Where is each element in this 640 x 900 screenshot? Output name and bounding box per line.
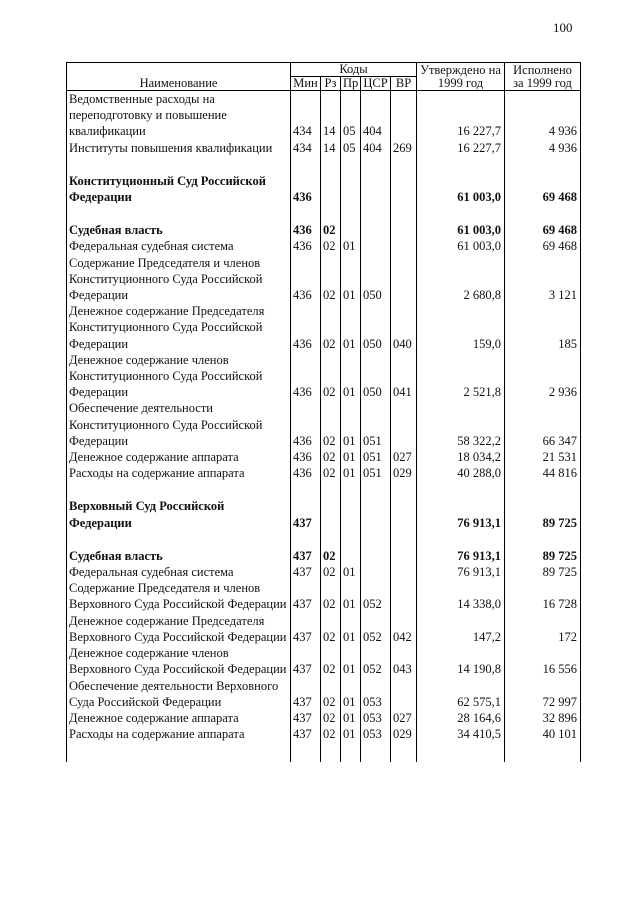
table-row [67, 498, 581, 530]
row-executed-value: 4 936 [505, 91, 581, 140]
row-pr-code: 01 [341, 564, 361, 580]
row-approved-value: 14 190,8 [417, 645, 505, 677]
spacer-cell [67, 481, 291, 498]
row-vr-code [391, 678, 417, 710]
table-row [67, 564, 581, 580]
row-vr-code [391, 173, 417, 205]
row-vr-code [391, 222, 417, 238]
row-executed-value: 32 896 [505, 710, 581, 726]
spacer-cell [321, 742, 341, 762]
row-executed-value: 66 347 [505, 400, 581, 449]
row-executed-value: 16 728 [505, 580, 581, 612]
row-executed-value: 89 725 [505, 548, 581, 564]
row-executed-value: 69 468 [505, 173, 581, 205]
row-min-code: 436 [291, 303, 321, 352]
table-row [67, 726, 581, 742]
spacer-cell [417, 531, 505, 548]
row-pr-code: 01 [341, 400, 361, 449]
row-name-cell: Конституционный Суд Российской Федерации [67, 173, 291, 205]
spacer-cell [321, 156, 341, 173]
spacer-cell [391, 205, 417, 222]
row-rz-code: 02 [321, 710, 341, 726]
row-csr-code: 053 [361, 726, 391, 742]
row-approved-value: 16 227,7 [417, 140, 505, 156]
row-pr-code [341, 173, 361, 205]
spacer-cell [291, 742, 321, 762]
row-executed-value: 89 725 [505, 564, 581, 580]
row-name-cell: Содержание Председателя и членов Верховного Суда Российской Федерации [67, 580, 291, 612]
row-name-cell: Расходы на содержание аппарата [67, 726, 291, 742]
row-vr-code [391, 548, 417, 564]
spacer-cell [291, 531, 321, 548]
row-executed-value: 72 997 [505, 678, 581, 710]
row-csr-code: 052 [361, 613, 391, 645]
table-row [67, 400, 581, 449]
spacer-cell [321, 481, 341, 498]
spacer-cell [361, 205, 391, 222]
table-row [67, 678, 581, 710]
row-rz-code: 14 [321, 91, 341, 140]
table-row [67, 613, 581, 645]
spacer-row [67, 481, 581, 498]
spacer-cell [321, 205, 341, 222]
row-name-cell: Судебная власть [67, 548, 291, 564]
row-rz-code: 02 [321, 678, 341, 710]
row-pr-code: 05 [341, 91, 361, 140]
table-row [67, 173, 581, 205]
row-name-cell: Обеспечение деятельности Верховного Суда Российской Федерации [67, 678, 291, 710]
header-approved: Утверждено на 1999 год [417, 63, 505, 91]
table-row [67, 222, 581, 238]
spacer-cell [391, 742, 417, 762]
row-executed-value: 69 468 [505, 222, 581, 238]
row-name-cell: Ведомственные расходы на переподготовку и повышение квалификации [67, 91, 291, 140]
table-row [67, 645, 581, 677]
row-approved-value: 2 680,8 [417, 255, 505, 304]
row-name-cell: Институты повышения квалификации [67, 140, 291, 156]
row-approved-value: 159,0 [417, 303, 505, 352]
row-name-cell: Судебная власть [67, 222, 291, 238]
row-min-code: 436 [291, 222, 321, 238]
row-rz-code: 02 [321, 465, 341, 481]
row-vr-code [391, 400, 417, 449]
spacer-cell [291, 205, 321, 222]
spacer-cell [341, 531, 361, 548]
row-approved-value: 2 521,8 [417, 352, 505, 401]
table-row [67, 238, 581, 254]
row-csr-code: 053 [361, 678, 391, 710]
row-csr-code [361, 548, 391, 564]
row-name-cell: Денежное содержание членов Конституционного Суда Российской Федерации [67, 352, 291, 401]
row-min-code: 436 [291, 352, 321, 401]
row-executed-value: 2 936 [505, 352, 581, 401]
row-vr-code [391, 564, 417, 580]
row-approved-value: 28 164,6 [417, 710, 505, 726]
row-min-code: 434 [291, 140, 321, 156]
spacer-cell [361, 742, 391, 762]
spacer-cell [505, 742, 581, 762]
row-min-code: 436 [291, 449, 321, 465]
row-min-code: 434 [291, 91, 321, 140]
row-min-code: 436 [291, 238, 321, 254]
row-rz-code: 02 [321, 449, 341, 465]
row-rz-code: 02 [321, 564, 341, 580]
row-vr-code: 042 [391, 613, 417, 645]
row-pr-code [341, 222, 361, 238]
row-pr-code: 01 [341, 710, 361, 726]
row-csr-code: 050 [361, 303, 391, 352]
spacer-cell [417, 205, 505, 222]
table-row [67, 710, 581, 726]
row-pr-code: 05 [341, 140, 361, 156]
row-min-code: 437 [291, 580, 321, 612]
row-executed-value: 3 121 [505, 255, 581, 304]
row-approved-value: 76 913,1 [417, 564, 505, 580]
spacer-cell [391, 481, 417, 498]
row-csr-code: 050 [361, 352, 391, 401]
spacer-cell [341, 481, 361, 498]
row-name-cell: Содержание Председателя и членов Конституционного Суда Российской Федерации [67, 255, 291, 304]
spacer-cell [417, 481, 505, 498]
row-vr-code [391, 498, 417, 530]
row-vr-code [391, 255, 417, 304]
row-csr-code: 051 [361, 465, 391, 481]
row-approved-value: 76 913,1 [417, 548, 505, 564]
spacer-cell [341, 156, 361, 173]
row-executed-value: 69 468 [505, 238, 581, 254]
row-csr-code [361, 238, 391, 254]
row-approved-value: 58 322,2 [417, 400, 505, 449]
row-approved-value: 76 913,1 [417, 498, 505, 530]
row-csr-code [361, 564, 391, 580]
row-rz-code: 02 [321, 400, 341, 449]
row-min-code: 436 [291, 465, 321, 481]
table-row [67, 449, 581, 465]
row-pr-code: 01 [341, 255, 361, 304]
spacer-cell [321, 531, 341, 548]
row-min-code: 436 [291, 173, 321, 205]
row-csr-code: 051 [361, 449, 391, 465]
row-min-code: 437 [291, 710, 321, 726]
row-vr-code: 027 [391, 449, 417, 465]
row-pr-code: 01 [341, 303, 361, 352]
table-row [67, 303, 581, 352]
row-executed-value: 4 936 [505, 140, 581, 156]
row-csr-code: 052 [361, 580, 391, 612]
row-rz-code [321, 173, 341, 205]
row-vr-code [391, 91, 417, 140]
row-pr-code: 01 [341, 352, 361, 401]
table-row [67, 548, 581, 564]
row-vr-code [391, 238, 417, 254]
spacer-cell [391, 531, 417, 548]
row-rz-code: 02 [321, 726, 341, 742]
spacer-row [67, 742, 581, 762]
header-pr: Пр [341, 77, 361, 91]
spacer-cell [361, 156, 391, 173]
row-min-code: 437 [291, 548, 321, 564]
row-csr-code: 050 [361, 255, 391, 304]
spacer-cell [505, 156, 581, 173]
row-rz-code: 02 [321, 255, 341, 304]
row-approved-value: 62 575,1 [417, 678, 505, 710]
row-csr-code: 052 [361, 645, 391, 677]
table-row [67, 255, 581, 304]
row-name-cell: Денежное содержание аппарата [67, 449, 291, 465]
row-pr-code: 01 [341, 726, 361, 742]
row-rz-code: 02 [321, 238, 341, 254]
spacer-cell [361, 481, 391, 498]
budget-table [66, 62, 581, 762]
table-row [67, 580, 581, 612]
row-name-cell: Федеральная судебная система [67, 238, 291, 254]
row-csr-code [361, 173, 391, 205]
row-rz-code: 02 [321, 548, 341, 564]
row-vr-code: 043 [391, 645, 417, 677]
row-name-cell: Денежное содержание Председателя Конституционного Суда Российской Федерации [67, 303, 291, 352]
table-row [67, 352, 581, 401]
row-vr-code [391, 580, 417, 612]
row-name-cell: Верховный Суд Российской Федерации [67, 498, 291, 530]
header-min: Мин [291, 77, 321, 91]
row-vr-code: 041 [391, 352, 417, 401]
table-row [67, 465, 581, 481]
spacer-cell [67, 742, 291, 762]
row-min-code: 437 [291, 613, 321, 645]
row-min-code: 437 [291, 564, 321, 580]
table-body [67, 91, 581, 763]
spacer-cell [361, 531, 391, 548]
row-rz-code: 02 [321, 613, 341, 645]
table-row [67, 140, 581, 156]
header-name: Наименование [67, 63, 291, 91]
row-csr-code: 053 [361, 710, 391, 726]
row-approved-value: 147,2 [417, 613, 505, 645]
spacer-cell [341, 205, 361, 222]
row-approved-value: 61 003,0 [417, 173, 505, 205]
row-vr-code: 029 [391, 465, 417, 481]
row-vr-code: 029 [391, 726, 417, 742]
spacer-row [67, 205, 581, 222]
header-executed: Исполнено за 1999 год [505, 63, 581, 91]
spacer-cell [391, 156, 417, 173]
row-csr-code [361, 498, 391, 530]
row-min-code: 437 [291, 498, 321, 530]
row-executed-value: 16 556 [505, 645, 581, 677]
spacer-cell [417, 742, 505, 762]
row-pr-code: 01 [341, 678, 361, 710]
row-executed-value: 89 725 [505, 498, 581, 530]
header-vr: ВР [391, 77, 417, 91]
spacer-cell [341, 742, 361, 762]
row-pr-code: 01 [341, 580, 361, 612]
row-name-cell: Обеспечение деятельности Конституционного Суда Российской Федерации [67, 400, 291, 449]
header-csr: ЦСР [361, 77, 391, 91]
row-approved-value: 34 410,5 [417, 726, 505, 742]
row-min-code: 436 [291, 400, 321, 449]
row-csr-code: 051 [361, 400, 391, 449]
row-pr-code: 01 [341, 645, 361, 677]
row-name-cell: Денежное содержание Председателя Верховного Суда Российской Федерации [67, 613, 291, 645]
row-rz-code [321, 498, 341, 530]
row-csr-code [361, 222, 391, 238]
spacer-row [67, 156, 581, 173]
row-approved-value: 40 288,0 [417, 465, 505, 481]
spacer-cell [505, 531, 581, 548]
row-vr-code: 269 [391, 140, 417, 156]
spacer-cell [505, 481, 581, 498]
row-name-cell: Денежное содержание членов Верховного Суда Российской Федерации [67, 645, 291, 677]
spacer-row [67, 531, 581, 548]
row-pr-code [341, 548, 361, 564]
row-executed-value: 172 [505, 613, 581, 645]
row-rz-code: 02 [321, 580, 341, 612]
spacer-cell [417, 156, 505, 173]
row-rz-code: 02 [321, 222, 341, 238]
row-approved-value: 16 227,7 [417, 91, 505, 140]
row-approved-value: 14 338,0 [417, 580, 505, 612]
page-number: 100 [553, 20, 573, 35]
row-rz-code: 02 [321, 303, 341, 352]
table-header [67, 63, 581, 91]
row-pr-code: 01 [341, 613, 361, 645]
row-min-code: 437 [291, 645, 321, 677]
row-name-cell: Расходы на содержание аппарата [67, 465, 291, 481]
spacer-cell [67, 205, 291, 222]
row-min-code: 436 [291, 255, 321, 304]
row-min-code: 437 [291, 678, 321, 710]
row-approved-value: 18 034,2 [417, 449, 505, 465]
table-row [67, 91, 581, 140]
row-vr-code: 027 [391, 710, 417, 726]
header-codes: Коды [291, 63, 417, 77]
row-vr-code: 040 [391, 303, 417, 352]
row-executed-value: 21 531 [505, 449, 581, 465]
row-rz-code: 02 [321, 645, 341, 677]
row-executed-value: 185 [505, 303, 581, 352]
row-csr-code: 404 [361, 140, 391, 156]
spacer-cell [291, 156, 321, 173]
row-pr-code [341, 498, 361, 530]
row-pr-code: 01 [341, 238, 361, 254]
row-executed-value: 40 101 [505, 726, 581, 742]
row-executed-value: 44 816 [505, 465, 581, 481]
spacer-cell [505, 205, 581, 222]
row-pr-code: 01 [341, 449, 361, 465]
row-rz-code: 14 [321, 140, 341, 156]
row-min-code: 437 [291, 726, 321, 742]
row-csr-code: 404 [361, 91, 391, 140]
row-pr-code: 01 [341, 465, 361, 481]
header-rz: Рз [321, 77, 341, 91]
row-name-cell: Денежное содержание аппарата [67, 710, 291, 726]
spacer-cell [67, 531, 291, 548]
spacer-cell [67, 156, 291, 173]
row-rz-code: 02 [321, 352, 341, 401]
row-approved-value: 61 003,0 [417, 238, 505, 254]
row-name-cell: Федеральная судебная система [67, 564, 291, 580]
row-approved-value: 61 003,0 [417, 222, 505, 238]
spacer-cell [291, 481, 321, 498]
